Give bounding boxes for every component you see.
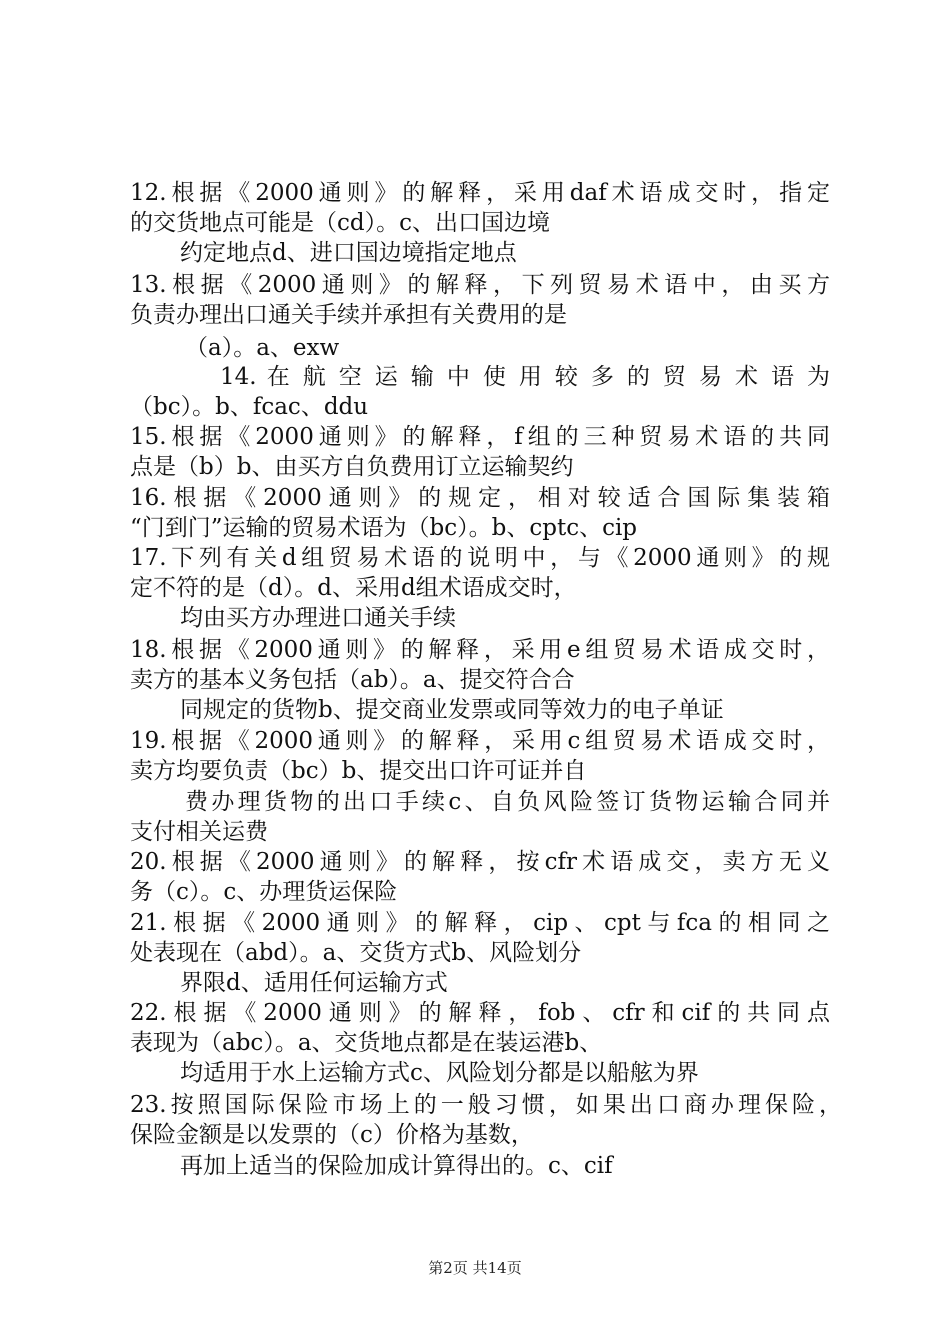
text-line: （bc）。b、fcac、ddu	[130, 394, 369, 420]
text-line: 约定地点d、进口国边境指定地点	[180, 240, 517, 266]
text-line: 22.根据《2000通则》的解释，fob、cfr和cif的共同点	[130, 1000, 830, 1026]
text-line: 17.下列有关d组贸易术语的说明中，与《2000通则》的规	[130, 545, 830, 571]
text-line: 16.根据《2000通则》的规定，相对较适合国际集装箱	[130, 485, 830, 511]
text-line: 务（c）。c、办理货运保险	[130, 879, 398, 905]
text-line: 同规定的货物b、提交商业发票或同等效力的电子单证	[180, 697, 724, 723]
text-line: 21.根据《2000通则》的解释，cip、cpt与fca的相同之	[130, 910, 830, 936]
text-line: 负责办理出口通关手续并承担有关费用的是	[130, 302, 567, 328]
text-line: “门到门”运输的贸易术语为（bc）。b、cptc、cip	[130, 515, 638, 541]
text-line: 保险金额是以发票的（c）价格为基数，	[130, 1122, 534, 1148]
text-line: 12.根据《2000通则》的解释，采用daf术语成交时，指定	[130, 180, 830, 206]
text-line: 定不符的是（d）。d、采用d组术语成交时，	[130, 575, 577, 601]
text-line: 卖方均要负责（bc）b、提交出口许可证并自	[130, 758, 587, 784]
text-line: 15.根据《2000通则》的解释，f组的三种贸易术语的共同	[130, 424, 830, 450]
text-line: 19.根据《2000通则》的解释，采用c组贸易术语成交时，	[130, 728, 830, 754]
text-line: 卖方的基本义务包括（ab）。a、提交符合合	[130, 667, 575, 693]
text-line: 表现为（abc）。a、交货地点都是在装运港b、	[130, 1030, 603, 1056]
text-line: 界限d、适用任何运输方式	[180, 970, 448, 996]
text-line: 23.按照国际保险市场上的一般习惯，如果出口商办理保险，	[130, 1092, 842, 1118]
text-line: 均由买方办理进口通关手续	[180, 605, 456, 631]
text-line: 20.根据《2000通则》的解释，按cfr术语成交，卖方无义	[130, 849, 830, 875]
text-line: 均适用于水上运输方式c、风险划分都是以船舷为界	[180, 1060, 699, 1086]
text-line: 的交货地点可能是（cd）。c、出口国边境	[130, 210, 550, 236]
text-line: 处表现在（abd）。a、交货方式b、风险划分	[130, 940, 582, 966]
text-line: 14. 在 航 空 运 输 中 使 用 较 多 的 贸 易 术 语 为	[220, 364, 830, 390]
text-line: 再加上适当的保险加成计算得出的。c、cif	[180, 1153, 613, 1179]
text-line: 费办理货物的出口手续c、自负风险签订货物运输合同并	[185, 789, 830, 815]
text-line: 支付相关运费	[130, 819, 268, 845]
text-line: 18.根据《2000通则》的解释，采用e组贸易术语成交时，	[130, 637, 830, 663]
text-line: 点是（b）b、由买方自负费用订立运输契约	[130, 454, 574, 480]
page-number-footer: 第2页 共14页	[428, 1259, 522, 1277]
text-line: （a）。a、exw	[185, 335, 340, 361]
text-line: 13.根据《2000通则》的解释，下列贸易术语中，由买方	[130, 272, 830, 298]
